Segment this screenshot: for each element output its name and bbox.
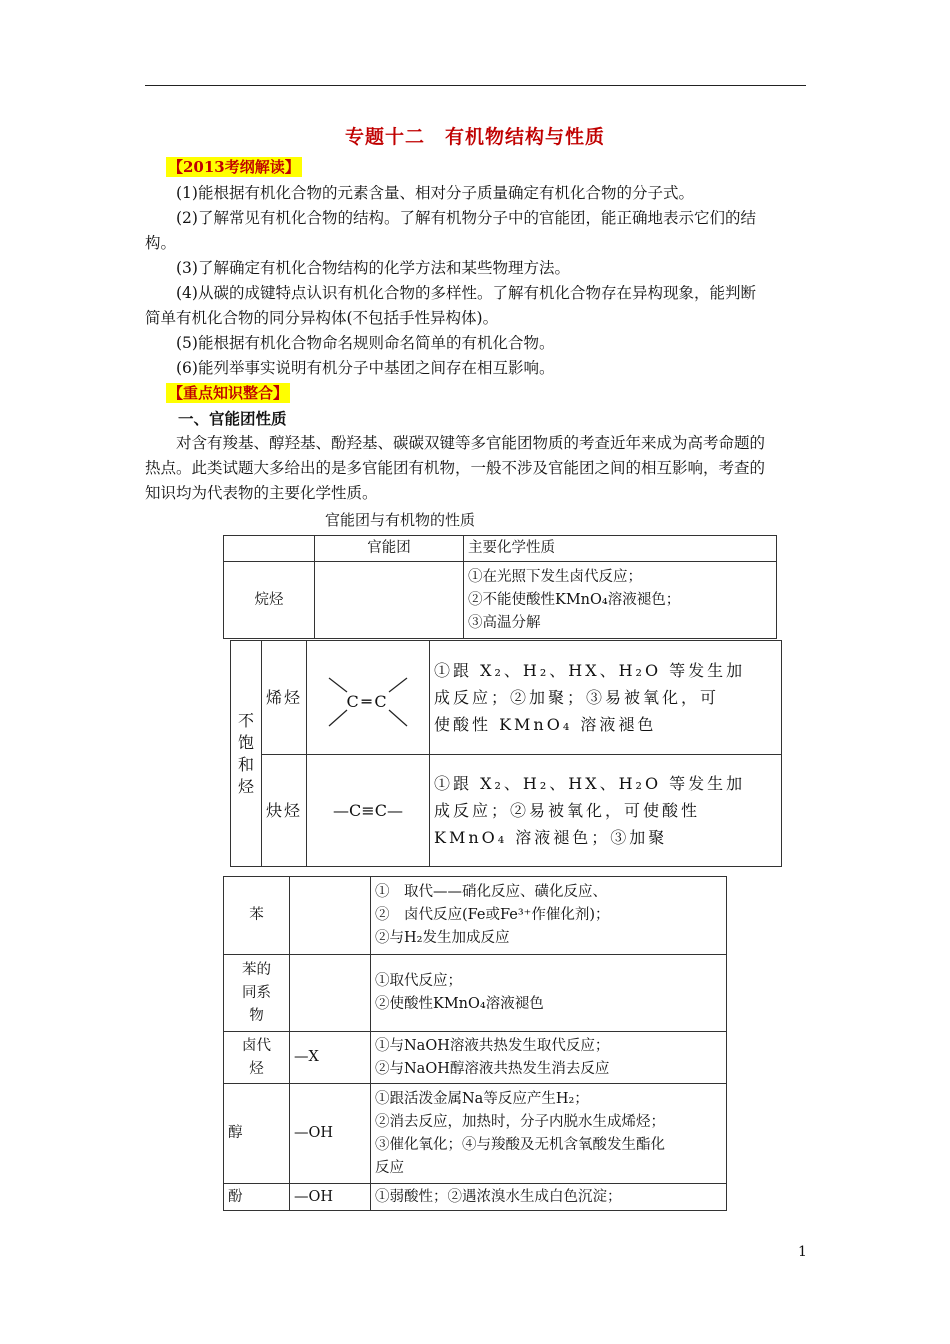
alkene-name: 烯烃 <box>262 641 307 755</box>
row-group-phenol: —OH <box>290 1184 371 1211</box>
row-group-haloalkane: —X <box>290 1032 371 1084</box>
alkene-prop-2: 成反应；②加聚；③易被氧化，可 <box>434 688 720 707</box>
row-props-haloalkane: ①与NaOH溶液共热发生取代反应； ②与NaOH醇溶液共热发生消去反应 <box>371 1032 727 1084</box>
table-row <box>224 1084 727 1184</box>
intro-line-3: 知识均为代表物的主要化学性质。 <box>145 484 378 502</box>
row-name-phenol: 酚 <box>224 1184 290 1211</box>
alkane-prop-1: ①在光照下发生卤代反应； <box>468 568 642 585</box>
alkane-props <box>464 562 777 639</box>
alkane-prop-3: ③高温分解 <box>468 614 541 631</box>
row-props-benzene: ① 取代——硝化反应、磺化反应、 ② 卤代反应(Fe或Fe³⁺作催化剂)； ②与H₂发生加成反应 <box>371 877 727 955</box>
req-line-2: (2)了解常见有机化合物的结构。了解有机物分子中的官能团，能正确地表示它们的结 <box>176 209 756 227</box>
section-tag-knowledge: 【重点知识整合】 <box>168 384 289 402</box>
row-props-alcohol: ①跟活泼金属Na等反应产生H₂； ②消去反应，加热时，分子内脱水生成烯烃； ③催化氧化；④与羧酸及无机含氧酸发生酯化 反应 <box>371 1084 727 1184</box>
row-props-phenol: ①弱酸性；②遇浓溴水生成白色沉淀； <box>371 1184 727 1211</box>
req-line-6: 简单有机化合物的同分异构体(不包括手性异构体)。 <box>145 309 499 327</box>
req-line-1: (1)能根据有机化合物的元素含量、相对分子质量确定有机化合物的分子式。 <box>176 184 694 202</box>
alkyne-prop-1: ①跟 X₂、H₂、HX、H₂O 等发生加 <box>434 774 746 793</box>
table-row <box>224 955 727 1032</box>
alkyne-prop-3: KMnO₄ 溶液褪色；③加聚 <box>434 828 668 847</box>
alkyne-group: —C≡C— <box>307 755 430 867</box>
row-group-homologue <box>290 955 371 1032</box>
row-props-homologue: ①取代反应； ②使酸性KMnO₄溶液褪色 <box>371 955 727 1032</box>
table-aromatic <box>223 876 727 1211</box>
table-row <box>224 1032 727 1084</box>
alkene-double-bond-icon <box>307 644 429 744</box>
header-cell-empty <box>224 536 315 562</box>
alkane-prop-2: ②不能使酸性KMnO₄溶液褪色； <box>468 591 681 608</box>
alkene-group-text: C═C <box>346 691 390 711</box>
row-name-haloalkane: 卤代 烃 <box>224 1032 290 1084</box>
alkyne-props <box>430 755 782 867</box>
unsaturated-label: 不 饱 和 烃 <box>231 641 262 867</box>
header-cell-props: 主要化学性质 <box>464 536 777 562</box>
table-row <box>224 1184 727 1211</box>
alkene-prop-1: ①跟 X₂、H₂、HX、H₂O 等发生加 <box>434 661 746 680</box>
req-line-4: (3)了解确定有机化合物结构的化学方法和某些物理方法。 <box>176 259 570 277</box>
row-group-alcohol: —OH <box>290 1084 371 1184</box>
row-name-benzene: 苯 <box>224 877 290 955</box>
alkane-name: 烷烃 <box>224 562 315 639</box>
alkene-structure <box>307 641 430 755</box>
table-row <box>224 877 727 955</box>
section-tag-syllabus: 【2013考纲解读】 <box>168 158 300 176</box>
intro-line-1: 对含有羧基、醇羟基、酚羟基、碳碳双键等多官能团物质的考查近年来成为高考命题的 <box>176 434 766 452</box>
page-title: 专题十二 有机物结构与性质 <box>344 126 605 148</box>
req-line-3: 构。 <box>145 234 177 252</box>
row-name-homologue: 苯的 同系 物 <box>224 955 290 1032</box>
req-line-7: (5)能根据有机化合物命名规则命名简单的有机化合物。 <box>176 334 555 352</box>
table-unsaturated <box>230 640 782 867</box>
header-cell-group: 官能团 <box>315 536 464 562</box>
alkene-props <box>430 641 782 755</box>
table-caption: 官能团与有机物的性质 <box>325 511 476 529</box>
req-line-8: (6)能列举事实说明有机分子中基团之间存在相互影响。 <box>176 359 555 377</box>
alkane-group <box>315 562 464 639</box>
req-line-5: (4)从碳的成键特点认识有机化合物的多样性。了解有机化合物存在异构现象，能判断 <box>176 284 756 302</box>
row-name-alcohol: 醇 <box>224 1084 290 1184</box>
alkyne-prop-2: 成反应；②易被氧化，可使酸性 <box>434 801 701 820</box>
header-rule <box>145 85 806 86</box>
section-heading: 一、官能团性质 <box>178 409 287 428</box>
row-group-benzene <box>290 877 371 955</box>
page-number: 1 <box>798 1244 807 1260</box>
table-header-alkane <box>223 535 777 639</box>
intro-line-2: 热点。此类试题大多给出的是多官能团有机物，一般不涉及官能团之间的相互影响，考查的 <box>145 459 766 477</box>
alkyne-name: 炔烃 <box>262 755 307 867</box>
alkene-prop-3: 使酸性 KMnO₄ 溶液褪色 <box>434 715 657 734</box>
